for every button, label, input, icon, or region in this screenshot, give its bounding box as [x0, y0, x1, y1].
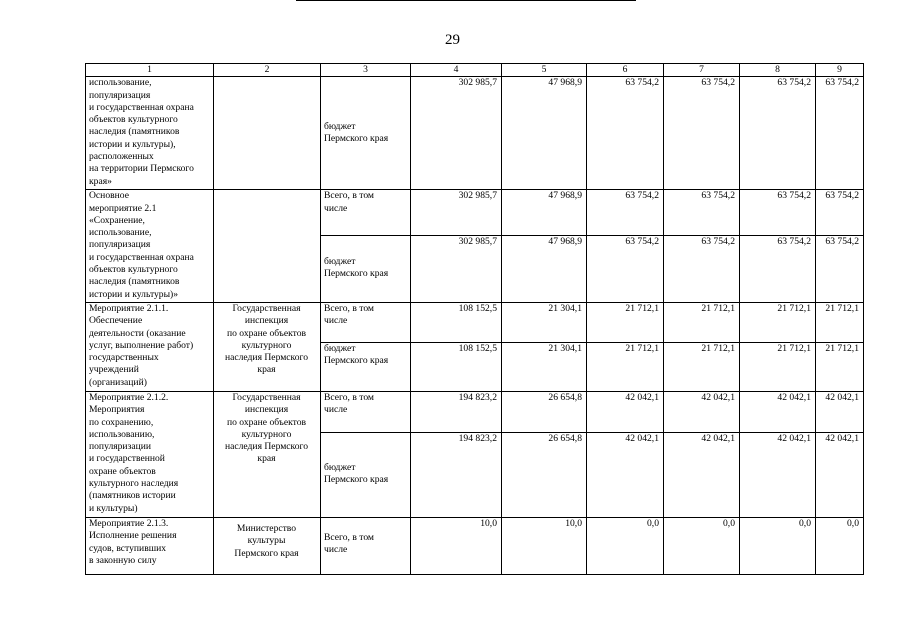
column-header: 3: [321, 64, 411, 77]
column-header: 6: [587, 64, 664, 77]
column-header: 8: [740, 64, 816, 77]
value-cell: 21 712,1: [664, 342, 740, 391]
value-cell: 42 042,1: [816, 391, 864, 432]
value-cell: 194 823,2: [411, 391, 502, 432]
value-cell: 63 754,2: [740, 235, 816, 302]
value-cell: 63 754,2: [664, 77, 740, 190]
column-header: 4: [411, 64, 502, 77]
value-cell: 21 712,1: [740, 302, 816, 342]
value-cell: 42 042,1: [587, 391, 664, 432]
value-cell: 63 754,2: [587, 235, 664, 302]
column-header: 5: [502, 64, 587, 77]
value-cell: 42 042,1: [587, 432, 664, 517]
value-cell: 63 754,2: [740, 190, 816, 236]
funding-source: Всего, в том числе: [321, 517, 411, 574]
executor: Министерство культуры Пермского края: [214, 517, 321, 574]
funding-source: бюджет Пермского края: [321, 432, 411, 517]
value-cell: 63 754,2: [816, 190, 864, 236]
value-cell: 0,0: [587, 517, 664, 574]
table-row: [86, 302, 864, 342]
activity-name: Мероприятие 2.1.3. Исполнение решения судов, вступивших в законную силу: [86, 517, 214, 574]
activity-name: Основное мероприятие 2.1 «Сохранение, использование, популяризация и государственная охрана объектов культурного наследия (памятников истории и культуры)»: [86, 190, 214, 303]
value-cell: 42 042,1: [740, 432, 816, 517]
executor: [214, 77, 321, 190]
value-cell: 302 985,7: [411, 235, 502, 302]
value-cell: 63 754,2: [740, 77, 816, 190]
value-cell: 21 712,1: [664, 302, 740, 342]
value-cell: 47 968,9: [502, 77, 587, 190]
value-cell: 21 712,1: [587, 342, 664, 391]
value-cell: 21 712,1: [740, 342, 816, 391]
activity-name: Мероприятие 2.1.2. Мероприятия по сохранению, использованию, популяризации и государственной охране объектов культурного наследия (памятников истории и культуры): [86, 391, 214, 517]
funding-source: Всего, в том числе: [321, 190, 411, 236]
value-cell: 21 304,1: [502, 342, 587, 391]
value-cell: 26 654,8: [502, 391, 587, 432]
value-cell: 26 654,8: [502, 432, 587, 517]
value-cell: 63 754,2: [816, 235, 864, 302]
value-cell: 42 042,1: [664, 432, 740, 517]
value-cell: 302 985,7: [411, 190, 502, 236]
funding-source: бюджет Пермского края: [321, 235, 411, 302]
funding-source: Всего, в том числе: [321, 391, 411, 432]
column-header: 1: [86, 64, 214, 77]
value-cell: 63 754,2: [587, 190, 664, 236]
column-header: 2: [214, 64, 321, 77]
value-cell: 63 754,2: [816, 77, 864, 190]
value-cell: 21 712,1: [587, 302, 664, 342]
executor: Государственная инспекция по охране объектов культурного наследия Пермского края: [214, 391, 321, 517]
value-cell: 10,0: [411, 517, 502, 574]
funding-source: Всего, в том числе: [321, 302, 411, 342]
value-cell: 0,0: [816, 517, 864, 574]
budget-table: [85, 63, 864, 575]
table-row: [86, 391, 864, 432]
value-cell: 42 042,1: [740, 391, 816, 432]
value-cell: 108 152,5: [411, 342, 502, 391]
value-cell: 10,0: [502, 517, 587, 574]
value-cell: 63 754,2: [664, 235, 740, 302]
activity-name: использование, популяризация и государственная охрана объектов культурного наследия (памятников истории и культуры), расположенных на территории Пермского края»: [86, 77, 214, 190]
table-row: [86, 517, 864, 574]
value-cell: 42 042,1: [816, 432, 864, 517]
value-cell: 21 304,1: [502, 302, 587, 342]
value-cell: 0,0: [664, 517, 740, 574]
value-cell: 0,0: [740, 517, 816, 574]
table-row: [86, 77, 864, 190]
value-cell: 108 152,5: [411, 302, 502, 342]
table-row: [86, 190, 864, 236]
value-cell: 302 985,7: [411, 77, 502, 190]
value-cell: 63 754,2: [587, 77, 664, 190]
funding-source: бюджет Пермского края: [321, 342, 411, 391]
value-cell: 47 968,9: [502, 190, 587, 236]
column-header: 9: [816, 64, 864, 77]
page-number: 29: [445, 32, 460, 48]
value-cell: 42 042,1: [664, 391, 740, 432]
value-cell: 63 754,2: [664, 190, 740, 236]
value-cell: 194 823,2: [411, 432, 502, 517]
executor: Государственная инспекция по охране объектов культурного наследия Пермского края: [214, 302, 321, 391]
column-number-row: [86, 64, 864, 77]
column-header: 7: [664, 64, 740, 77]
executor: [214, 190, 321, 303]
top-rule: [296, 0, 636, 1]
activity-name: Мероприятие 2.1.1. Обеспечение деятельности (оказание услуг, выполнение работ) государственных учреждений (организаций): [86, 302, 214, 391]
value-cell: 21 712,1: [816, 302, 864, 342]
funding-source: бюджет Пермского края: [321, 77, 411, 190]
value-cell: 21 712,1: [816, 342, 864, 391]
value-cell: 47 968,9: [502, 235, 587, 302]
